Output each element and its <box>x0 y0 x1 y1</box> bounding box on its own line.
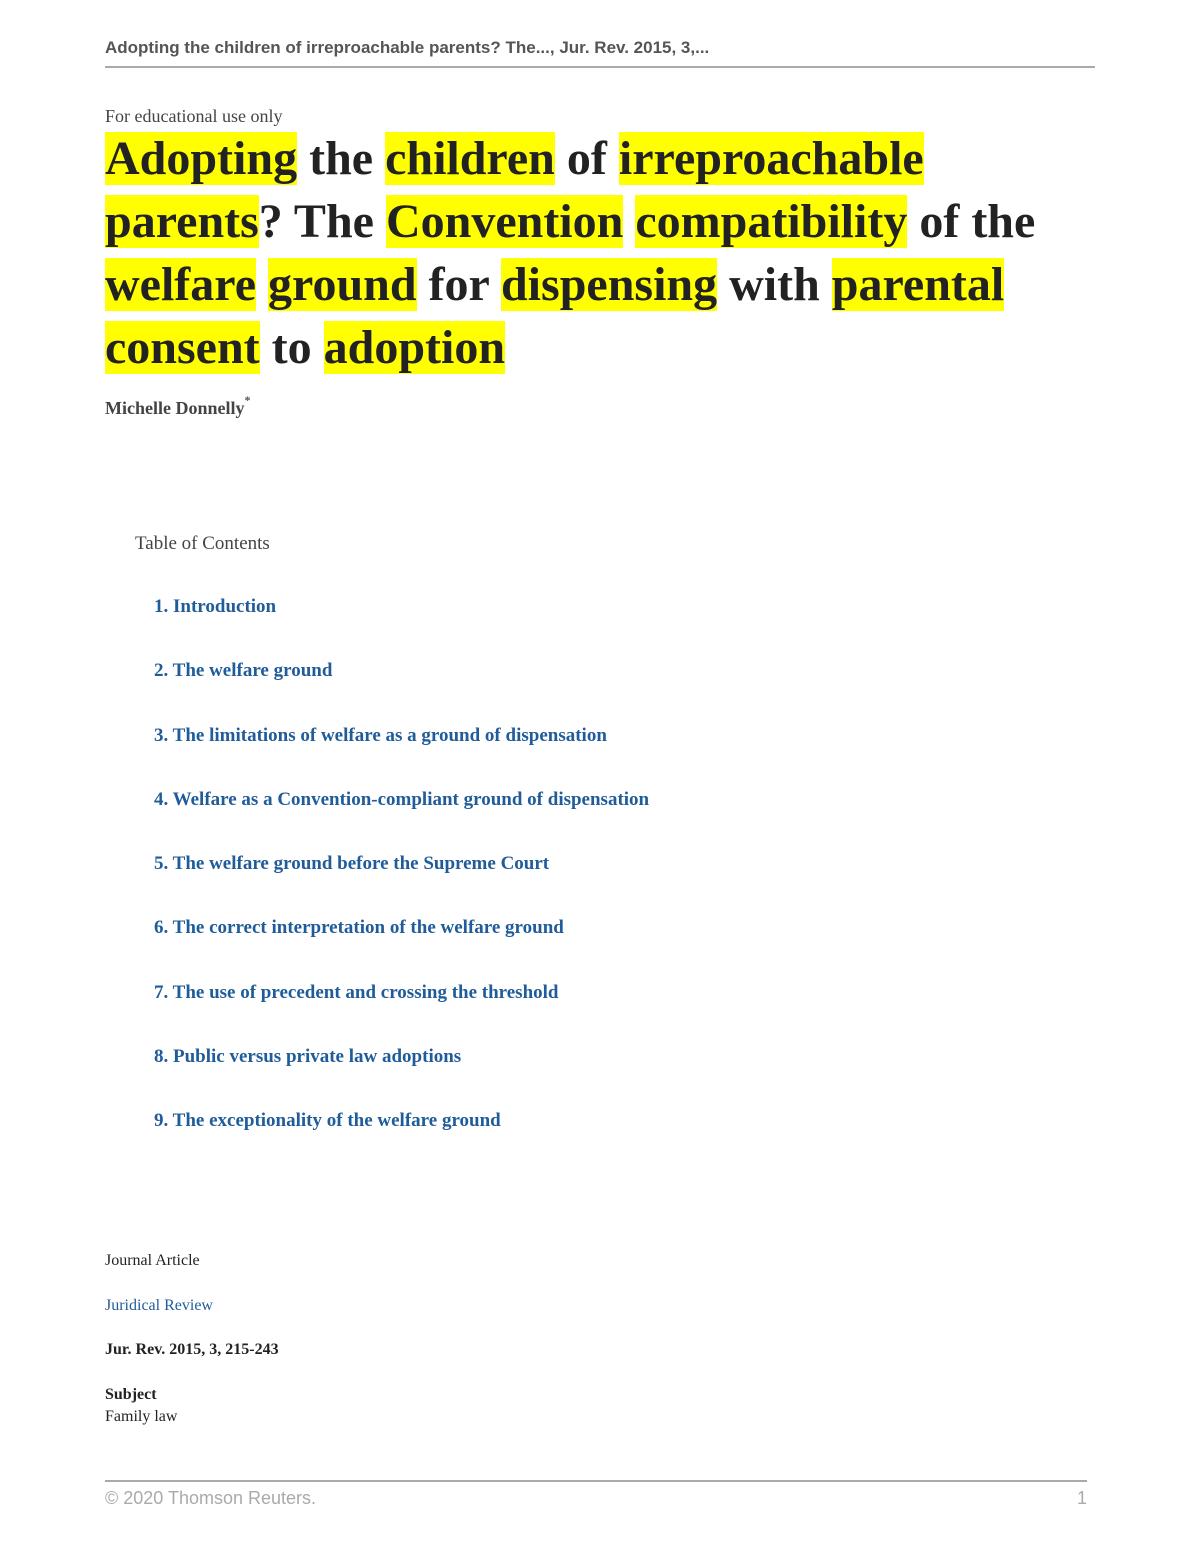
title-highlighted-term: ground <box>268 258 417 311</box>
toc-heading: Table of Contents <box>135 533 270 554</box>
title-highlighted-term: Convention <box>385 195 624 248</box>
author-line <box>105 393 251 419</box>
title-highlighted-term: compatibility <box>635 195 908 248</box>
table-of-contents <box>154 596 649 1175</box>
toc-item-public-private[interactable]: 8. Public versus private law adoptions <box>154 1046 462 1068</box>
running-header: Adopting the children of irreproachable parents? The..., Jur. Rev. 2015, 3,... <box>105 38 710 57</box>
toc-item-exceptionality[interactable]: 9. The exceptionality of the welfare ground <box>154 1110 501 1132</box>
journal-link[interactable]: Juridical Review <box>105 1297 213 1314</box>
title-text: of the <box>907 195 1036 248</box>
title-highlighted-term: children <box>385 132 555 185</box>
title-text: for <box>416 258 501 311</box>
document-type: Journal Article <box>105 1252 200 1269</box>
page-number: 1 <box>1077 1488 1088 1508</box>
subject-label: Subject <box>105 1386 157 1403</box>
toc-item-welfare-ground[interactable]: 2. The welfare ground <box>154 660 333 682</box>
toc-item-convention-compliant[interactable]: 4. Welfare as a Convention-compliant ground of dispensation <box>154 788 650 810</box>
citation: Jur. Rev. 2015, 3, 215-243 <box>105 1341 279 1358</box>
title-highlighted-term: consent <box>105 321 260 374</box>
title-text <box>256 258 268 311</box>
title-highlighted-term: parental <box>831 258 1005 311</box>
author-name: Michelle Donnelly <box>105 398 245 418</box>
educational-use-note: For educational use only <box>105 106 283 126</box>
author-footnote-marker[interactable]: * <box>244 393 251 407</box>
document-title <box>105 127 1065 379</box>
subject-value: Family law <box>105 1408 178 1425</box>
title-highlighted-term: Adopting <box>105 132 298 185</box>
title-text <box>623 195 635 248</box>
title-text: of <box>554 132 619 185</box>
toc-item-correct-interpretation[interactable]: 6. The correct interpretation of the welfare ground <box>154 917 564 939</box>
toc-item-precedent[interactable]: 7. The use of precedent and crossing the threshold <box>154 981 559 1003</box>
title-text: the <box>297 132 386 185</box>
title-highlighted-term: irreproachable <box>618 132 924 185</box>
toc-item-supreme-court[interactable]: 5. The welfare ground before the Supreme Court <box>154 853 550 875</box>
footer-divider <box>105 1480 1087 1482</box>
title-text: with <box>717 258 832 311</box>
header-divider <box>105 66 1095 68</box>
title-highlighted-term: welfare <box>105 258 257 311</box>
title-highlighted-term: adoption <box>323 321 506 374</box>
title-text: ? The <box>258 195 386 248</box>
footer-copyright: © 2020 Thomson Reuters. <box>105 1488 317 1508</box>
toc-item-introduction[interactable]: 1. Introduction <box>154 596 277 617</box>
title-highlighted-term: parents <box>105 195 259 248</box>
toc-item-limitations[interactable]: 3. The limitations of welfare as a ground of dispensation <box>154 724 607 746</box>
title-text: to <box>259 321 324 374</box>
title-highlighted-term: dispensing <box>500 258 718 311</box>
